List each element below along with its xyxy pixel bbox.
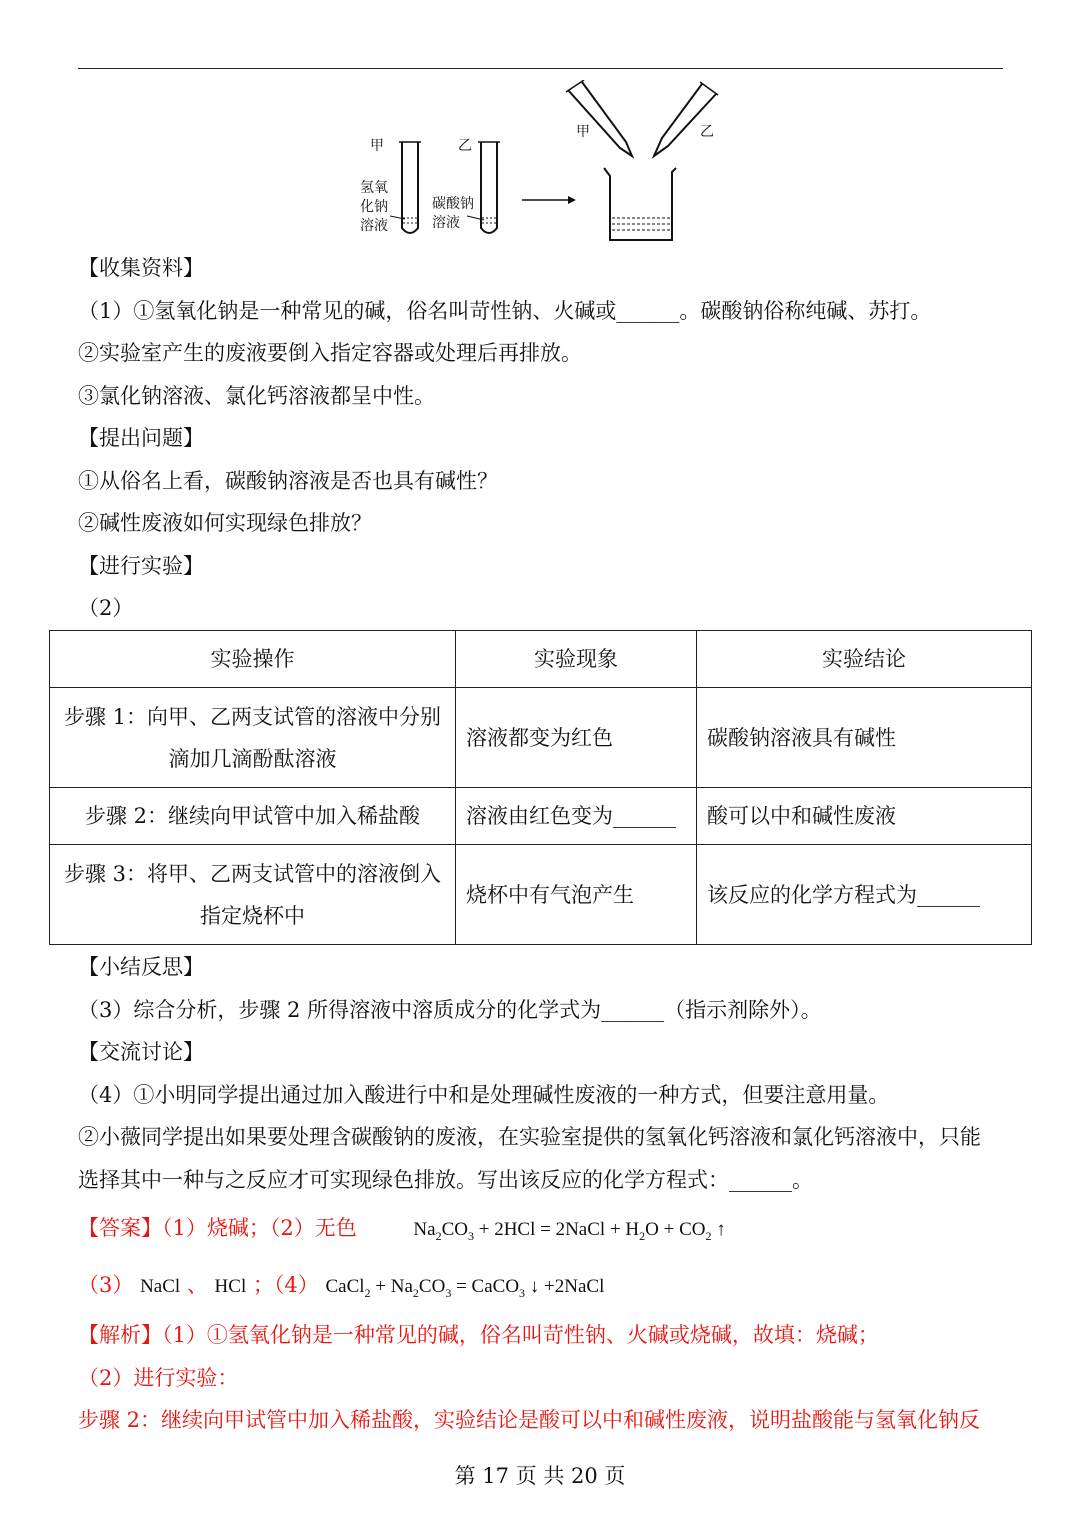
table-cell-operation — [50, 845, 456, 945]
tilted-tube-jia — [566, 80, 632, 156]
table-row — [50, 688, 1032, 788]
question-item-1: ①从俗名上看，碳酸钠溶液是否也具有碱性？ — [78, 469, 498, 493]
operation-line-1: 步骤 3：将甲、乙两支试管中的溶液倒入 — [63, 861, 442, 886]
label-jia-right: 甲 — [576, 124, 590, 140]
operation-line-2: 指定烧杯中 — [200, 903, 305, 928]
tube2-label-1: 碳酸钠 — [432, 196, 474, 212]
table-cell-phenomenon: 烧杯中有气泡产生 — [456, 845, 697, 945]
table-header-row — [50, 631, 1032, 688]
table-cell-operation: 步骤 2：继续向甲试管中加入稀盐酸 — [50, 788, 456, 845]
test-tube-jia — [399, 142, 421, 233]
equation-cacl2-na2co3: CaCl$_2$ + $Na_2CO_3$ = CaCO$_3$ ↓ +2NaCl — [325, 1276, 605, 1300]
question-item-2: ②碱性废液如何实现绿色排放？ — [78, 511, 372, 535]
table-cell-conclusion: 该反应的化学方程式为______ — [697, 845, 1032, 945]
analysis-line-1 — [78, 1320, 879, 1350]
header-rule — [78, 68, 1003, 69]
analysis-text-1: （1）①氢氧化钠是一种常见的碱，俗名叫苛性钠、火碱或烧碱，故填：烧碱； — [162, 1323, 879, 1347]
equation-na2co3-hcl: $Na_2CO_3 + 2HCl$ = 2NaCl + $H_2O + CO_2$ ↑ — [413, 1219, 726, 1243]
answer-line-1 — [78, 1213, 726, 1251]
table-row — [50, 845, 1032, 945]
tube1-label-1: 氢氧 — [360, 180, 388, 196]
table-header-cell: 实验结论 — [697, 631, 1032, 688]
test-tube-figure — [350, 80, 730, 250]
answer-tag: 【答案】 — [78, 1216, 162, 1240]
beaker — [604, 168, 676, 240]
experiment-table — [49, 630, 1032, 945]
analysis-line-3: 步骤 2：继续向甲试管中加入稀盐酸，实验结论是酸可以中和碱性废液，说明盐酸能与氢氧化钠反 — [78, 1408, 981, 1432]
label-yi-right: 乙 — [700, 124, 714, 140]
table-cell-conclusion: 碳酸钠溶液具有碱性 — [697, 688, 1032, 788]
table-cell-phenomenon: 溶液都变为红色 — [456, 688, 697, 788]
answer-part-2b: ；（4） — [252, 1273, 319, 1297]
section-summary: 【小结反思】 — [78, 955, 204, 979]
table-header-cell: 实验操作 — [50, 631, 456, 688]
tube2-label-2: 溶液 — [432, 215, 460, 231]
tube1-label-2: 化钠 — [360, 199, 388, 215]
section-question: 【提出问题】 — [78, 426, 204, 450]
discuss-item-3: 选择其中一种与之反应才可实现绿色排放。写出该反应的化学方程式：______。 — [78, 1168, 813, 1192]
section-experiment: 【进行实验】 — [78, 554, 204, 578]
table-row — [50, 788, 1032, 845]
analysis-line-2: （2）进行实验： — [78, 1366, 239, 1390]
answer-part-2a: （3） — [78, 1273, 134, 1297]
table-header-cell: 实验现象 — [456, 631, 697, 688]
operation-line-1: 步骤 1：向甲、乙两支试管的溶液中分别 — [63, 704, 442, 729]
table-cell-operation — [50, 688, 456, 788]
discuss-item-1: （4）①小明同学提出通过加入酸进行中和是处理碱性废液的一种方式，但要注意用量。 — [78, 1083, 890, 1107]
answer-line-2 — [78, 1270, 604, 1308]
answer-part-1: （1）烧碱；（2）无色 — [162, 1216, 357, 1240]
answer-nacl: NaCl — [140, 1276, 181, 1297]
collect-item-3: ③氯化钠溶液、氯化钙溶液都呈中性。 — [78, 384, 435, 408]
tube1-label-3: 溶液 — [360, 218, 388, 234]
label-yi-left: 乙 — [458, 138, 472, 154]
collect-item-2: ②实验室产生的废液要倒入指定容器或处理后再排放。 — [78, 341, 582, 365]
operation-line-2: 滴加几滴酚酞溶液 — [168, 746, 337, 771]
answer-separator: 、 — [186, 1273, 208, 1297]
table-cell-phenomenon: 溶液由红色变为______ — [456, 788, 697, 845]
section-collect: 【收集资料】 — [78, 256, 204, 280]
answer-hcl: HCl — [214, 1276, 247, 1297]
analysis-tag: 【解析】 — [78, 1323, 162, 1347]
page-footer: 第 17 页 共 20 页 — [454, 1464, 626, 1488]
arrow-icon — [522, 196, 576, 204]
label-jia-left: 甲 — [370, 138, 384, 154]
experiment-number: （2） — [78, 596, 134, 620]
discuss-item-2: ②小薇同学提出如果要处理含碳酸钠的废液，在实验室提供的氢氧化钙溶液和氯化钙溶液中，只能 — [78, 1125, 981, 1149]
section-discuss: 【交流讨论】 — [78, 1040, 204, 1064]
summary-item-1: （3）综合分析，步骤 2 所得溶液中溶质成分的化学式为______（指示剂除外）。 — [78, 998, 822, 1022]
collect-item-1: （1）①氢氧化钠是一种常见的碱，俗名叫苛性钠、火碱或______。碳酸钠俗称纯碱、苏打。 — [78, 299, 932, 323]
tilted-tube-yi — [654, 82, 718, 156]
table-cell-conclusion: 酸可以中和碱性废液 — [697, 788, 1032, 845]
